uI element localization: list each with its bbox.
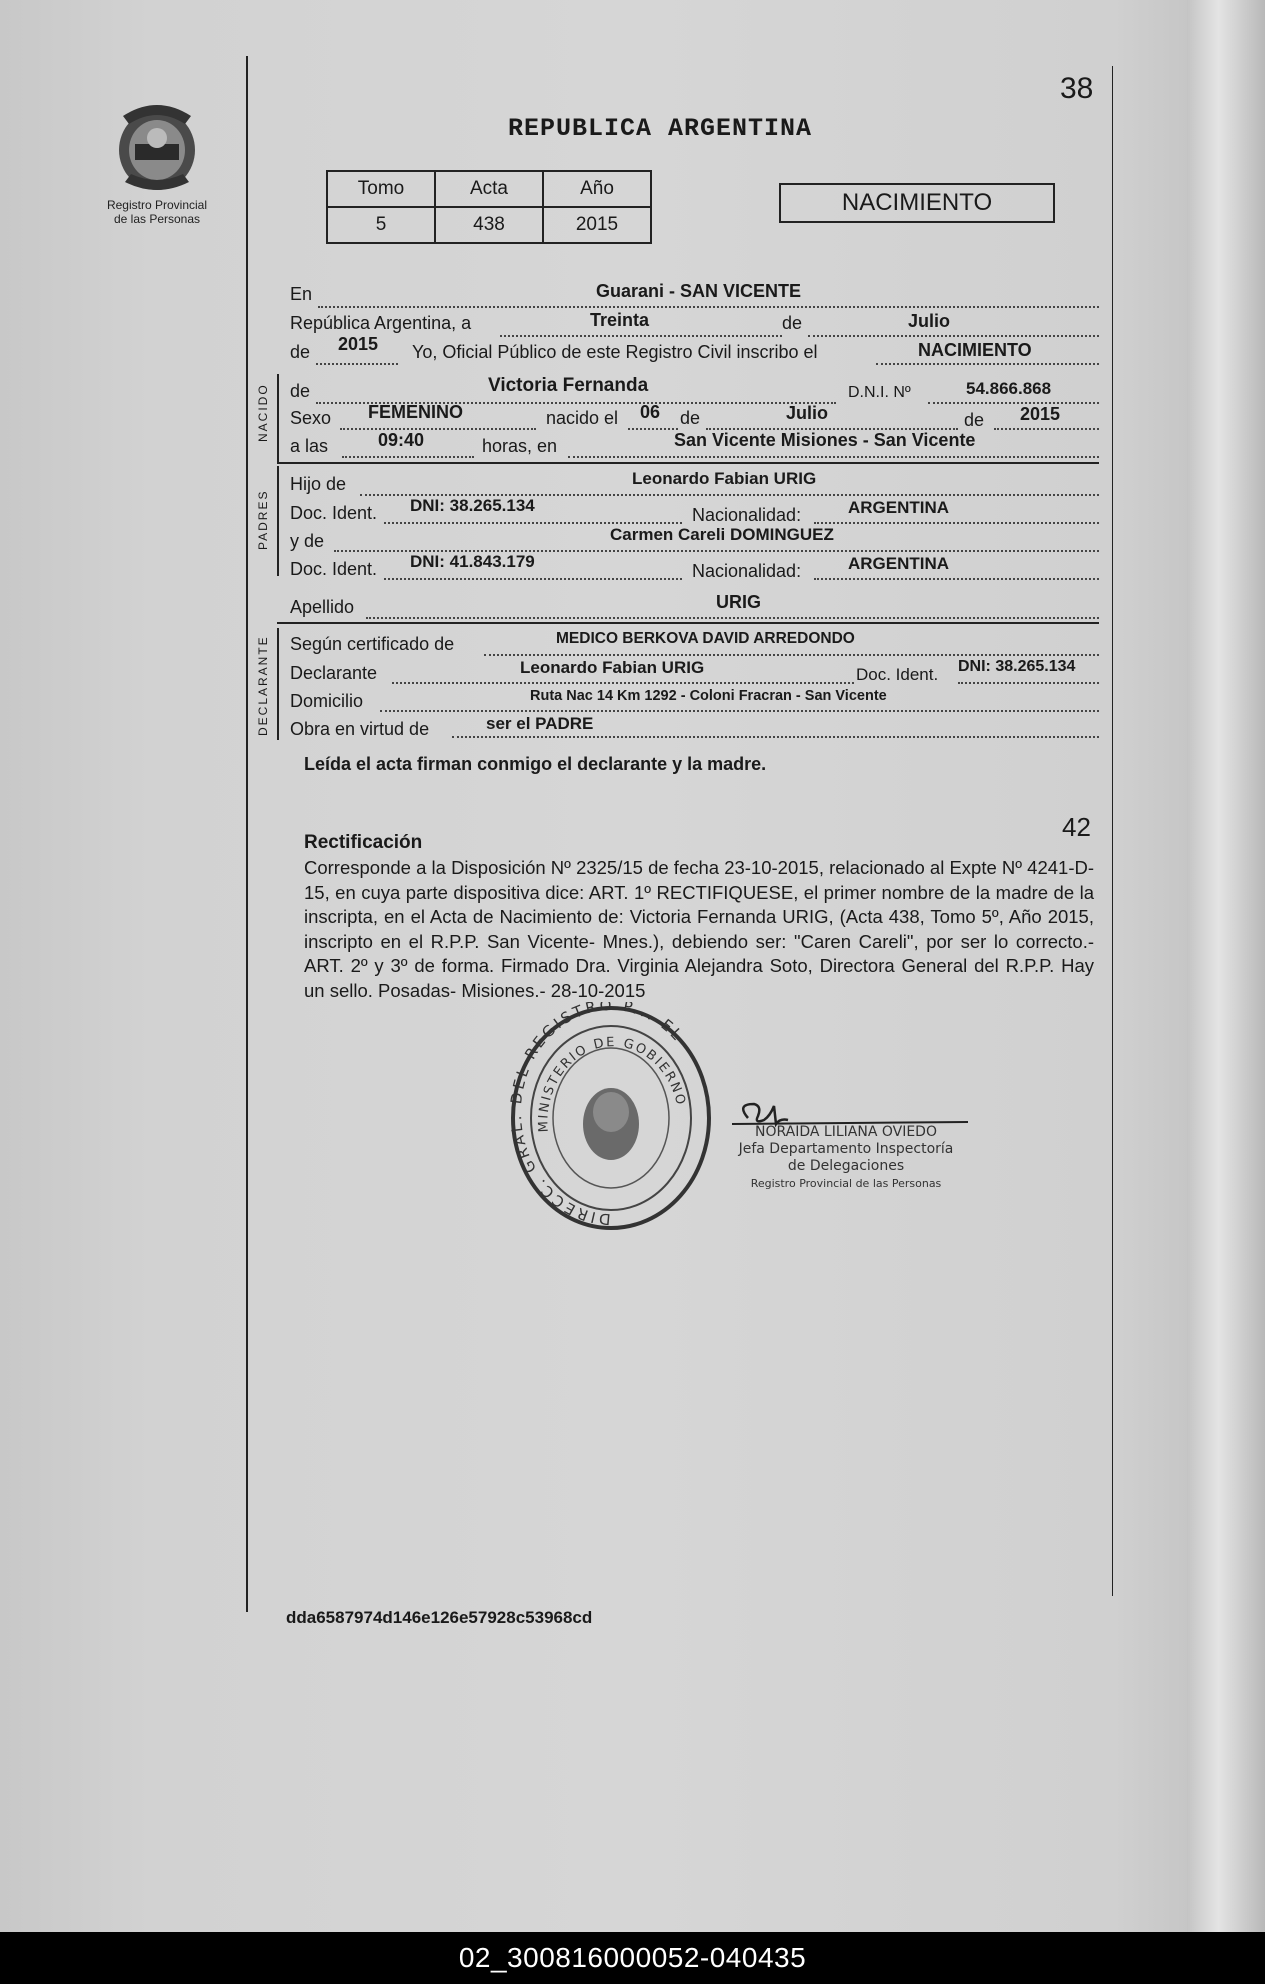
padres-label: PADRES xyxy=(256,489,270,550)
document-title: REPUBLICA ARGENTINA xyxy=(508,114,813,143)
father-doc: DNI: 38.265.134 xyxy=(410,496,535,515)
page-number: 38 xyxy=(1060,72,1094,105)
right-margin-line xyxy=(1112,66,1113,1596)
signer-role-line2: de Delegaciones xyxy=(787,1158,905,1174)
tomo-header: Tomo xyxy=(327,171,435,207)
apellido-label: Apellido xyxy=(290,597,355,617)
acta-header: Acta xyxy=(435,171,543,207)
domicilio-dots xyxy=(380,710,1099,712)
decl-doc-dots xyxy=(958,682,1099,684)
mother-nationality: ARGENTINA xyxy=(848,554,950,573)
mother-doc-dots xyxy=(384,578,682,580)
record-type-box: NACIMIENTO xyxy=(779,183,1055,223)
annotation-number: 42 xyxy=(1062,812,1091,842)
closing-statement: Leída el acta firman conmigo el declarante y la madre. xyxy=(304,754,767,774)
sexo-value: FEMENINO xyxy=(368,402,464,422)
declarante-bar xyxy=(277,628,279,740)
left-margin-line xyxy=(246,56,248,1612)
child-dni: 54.866.868 xyxy=(966,379,1052,398)
dni-label: D.N.I. Nº xyxy=(848,384,911,401)
father-doc-label: Doc. Ident. xyxy=(290,503,378,523)
de-year-label: de xyxy=(290,342,311,362)
cert-value: MEDICO BERKOVA DAVID ARREDONDO xyxy=(556,630,855,647)
year-dots xyxy=(316,363,398,365)
mother-name: Carmen Careli DOMINGUEZ xyxy=(610,525,834,544)
a-las-label: a las xyxy=(290,436,329,456)
decl-name-dots xyxy=(392,682,854,684)
child-name: Victoria Fernanda xyxy=(488,375,649,396)
mother-nat-dots xyxy=(814,578,1099,580)
padres-bar xyxy=(277,466,279,576)
signer-block xyxy=(716,1124,976,1192)
month-value: Julio xyxy=(908,311,951,331)
logo-caption-line2: de las Personas xyxy=(113,212,201,226)
birth-de2-label: de xyxy=(964,410,985,430)
declarante-name-label: Declarante xyxy=(290,663,378,683)
birth-year: 2015 xyxy=(1020,404,1061,424)
domicilio-value: Ruta Nac 14 Km 1292 - Coloni Fracran - San Vicente xyxy=(530,688,887,704)
de-label: de xyxy=(782,313,803,333)
signer-name: NORAIDA LILIANA OVIEDO xyxy=(755,1124,937,1140)
seal-outer-text: DIRECC. GRAL. DEL REGISTRO P... EL xyxy=(508,1002,688,1229)
year-value: 2015 xyxy=(338,334,379,354)
domicilio-label: Domicilio xyxy=(290,691,364,711)
father-doc-dots xyxy=(384,522,682,524)
obra-value: ser el PADRE xyxy=(486,714,594,733)
cert-dots xyxy=(484,654,1099,656)
father-nat-dots xyxy=(814,522,1099,524)
birth-month: Julio xyxy=(786,403,829,423)
seal-stamp-icon xyxy=(508,1002,714,1234)
anio-header: Año xyxy=(543,171,651,207)
birth-day-dots xyxy=(628,428,678,430)
official-seal xyxy=(508,1002,714,1239)
mother-doc-label: Doc. Ident. xyxy=(290,559,378,579)
footer-code: 02_300816000052-040435 xyxy=(0,1932,1265,1984)
place-dots xyxy=(568,456,1099,458)
officer-text: Yo, Oficial Público de este Registro Civil inscribo el xyxy=(412,342,818,362)
anio-value: 2015 xyxy=(543,207,651,243)
father-nationality: ARGENTINA xyxy=(848,498,950,517)
declarante-label: DECLARANTE xyxy=(256,635,270,736)
nacido-divider xyxy=(277,462,1099,464)
nacido-label: NACIDO xyxy=(256,383,270,442)
birth-day: 06 xyxy=(640,402,661,422)
obra-dots xyxy=(452,736,1099,738)
y-de-label: y de xyxy=(290,531,325,551)
horas-label: horas, en xyxy=(482,436,558,456)
birth-place: San Vicente Misiones - San Vicente xyxy=(674,430,976,450)
time-dots xyxy=(342,456,474,458)
nacido-de-label: de xyxy=(290,381,311,401)
signer-role-line3: Registro Provincial de las Personas xyxy=(750,1177,942,1190)
birth-time: 09:40 xyxy=(378,430,425,450)
father-name: Leonardo Fabian URIG xyxy=(632,469,817,488)
nacido-bar xyxy=(277,374,279,462)
birth-year-dots xyxy=(994,428,1099,430)
apellido-divider xyxy=(277,622,1099,624)
nacido-el-label: nacido el xyxy=(546,408,619,428)
mother-nat-label: Nacionalidad: xyxy=(692,561,802,581)
crest-icon xyxy=(109,94,205,198)
declarante-name: Leonardo Fabian URIG xyxy=(520,658,705,677)
apellido-value: URIG xyxy=(716,592,761,612)
logo-caption-line1: Registro Provincial xyxy=(106,198,208,212)
registry-table xyxy=(326,170,652,244)
father-nat-label: Nacionalidad: xyxy=(692,505,802,525)
seal-inner-text: MINISTERIO DE GOBIERNO xyxy=(536,1035,689,1133)
signer-role-line1: Jefa Departamento Inspectoría xyxy=(738,1141,954,1157)
en-dots xyxy=(318,306,1099,308)
day-words: Treinta xyxy=(590,310,650,330)
declarante-doc: DNI: 38.265.134 xyxy=(958,658,1076,675)
sexo-dots xyxy=(340,428,536,430)
birth-de-label: de xyxy=(680,408,701,428)
mother-doc: DNI: 41.843.179 xyxy=(410,552,535,571)
record-kind: NACIMIENTO xyxy=(918,340,1032,360)
en-label: En xyxy=(290,284,313,304)
dni-dots xyxy=(928,402,1099,404)
acta-value: 438 xyxy=(435,207,543,243)
document-hash: dda6587974d146e126e57928c53968cd xyxy=(286,1608,593,1627)
cert-label: Según certificado de xyxy=(290,634,455,654)
en-value: Guarani - SAN VICENTE xyxy=(596,281,802,301)
hijo-de-label: Hijo de xyxy=(290,474,347,494)
month-dots xyxy=(808,335,1099,337)
sexo-label: Sexo xyxy=(290,408,332,428)
republic-label: República Argentina, a xyxy=(290,313,472,333)
obra-label: Obra en virtud de xyxy=(290,719,430,739)
tomo-value: 5 xyxy=(327,207,435,243)
kind-dots xyxy=(876,363,1099,365)
page-edge xyxy=(1187,0,1265,1932)
decl-doc-label: Doc. Ident. xyxy=(856,665,939,684)
registry-logo xyxy=(102,94,212,226)
rectificacion-title: Rectificación xyxy=(304,832,423,853)
apellido-dots xyxy=(366,617,1099,619)
day-dots xyxy=(500,335,782,337)
rectificacion-body: Corresponde a la Disposición Nº 2325/15 de fecha 23-10-2015, relacionado al Expte Nº 4241-D-15, en cuya parte dispositiva dice: ART. 1º RECTIFIQUESE, el primer nombre de la madre de la inscripta, en el Acta de Nacimiento de: Victoria Fernanda URIG, (Acta 438, Tomo 5º, Año 2015, inscripto en el R.P.P. San Vicente- Mnes.), debiendo ser: "Caren Careli", por ser lo correcto.- ART. 2º y 3º de forma. Firmado Dra. Virginia Alejandra Soto, Directora General del R.P.P. Hay un sello. Posadas- Misiones.- 28-10-2015 xyxy=(304,857,1094,1001)
